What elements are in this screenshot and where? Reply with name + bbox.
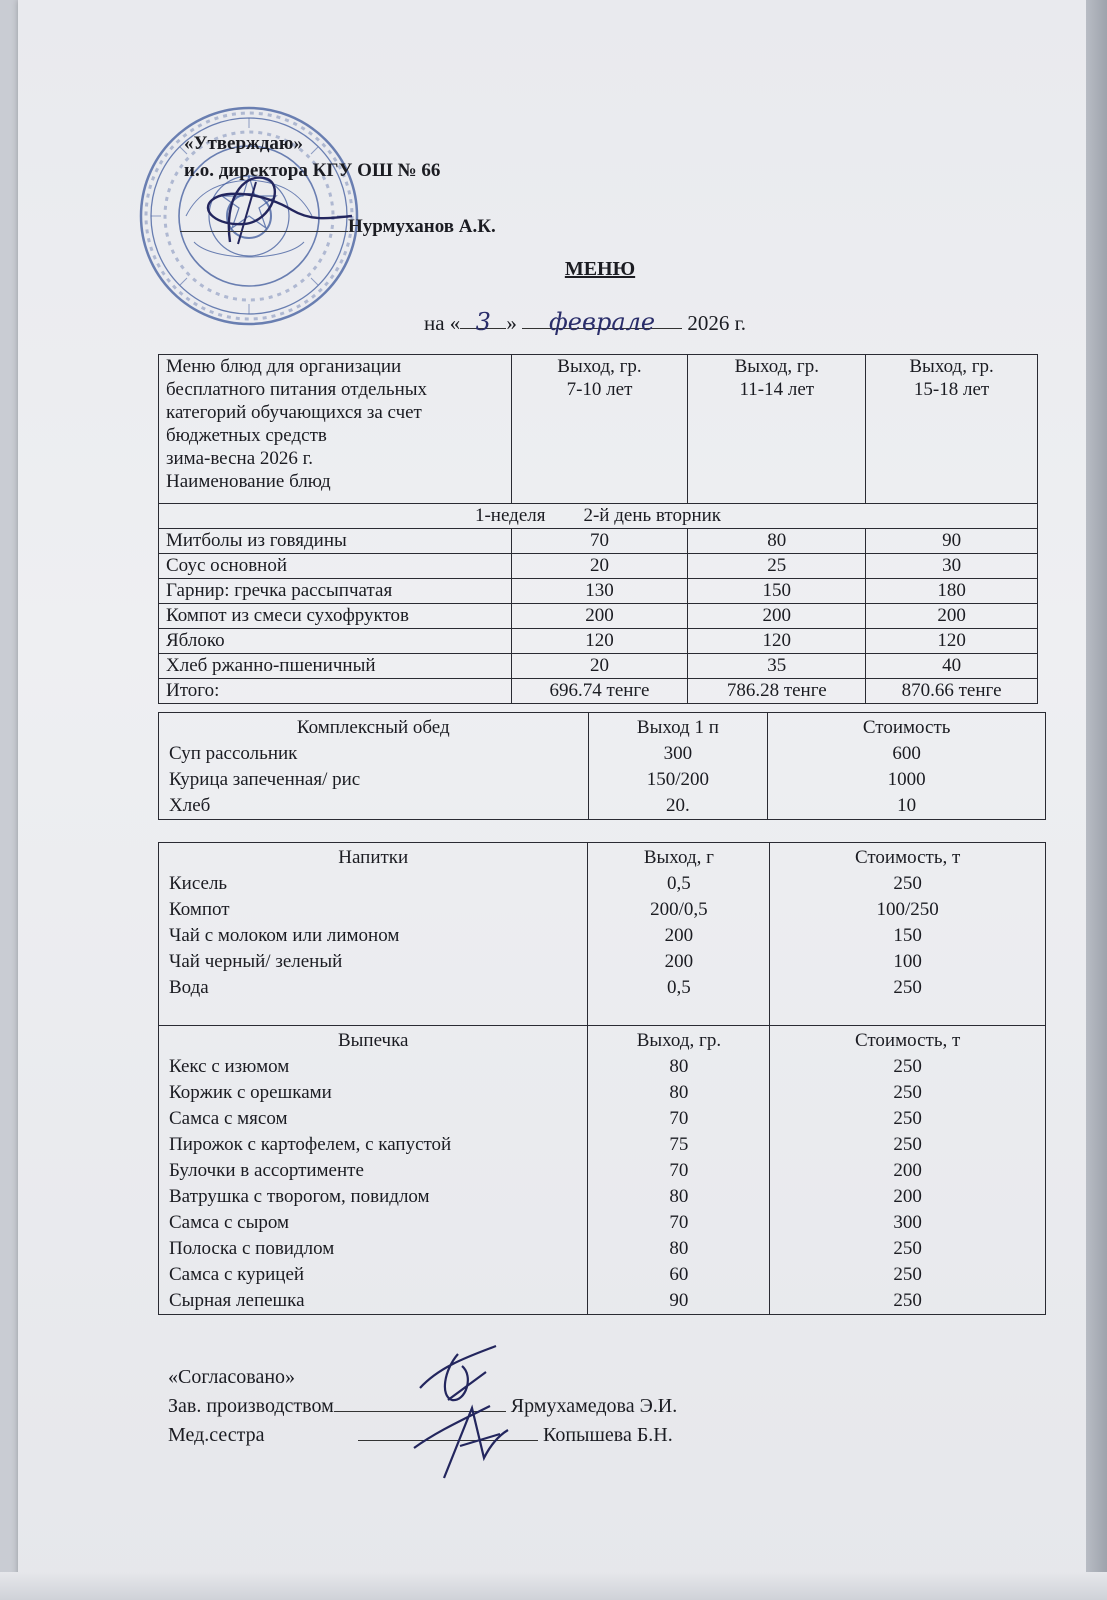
dish-name: Митболы из говядины — [159, 529, 512, 554]
production-name: Ярмухамедова Э.И. — [510, 1395, 678, 1417]
drinks-row — [159, 843, 1046, 1026]
yield-cell: 80 — [669, 1186, 689, 1207]
approval-position: и.о. директора КГУ ОШ № 66 — [184, 160, 441, 181]
footer-signatures — [400, 1336, 530, 1486]
price-header: Стоимость, т — [854, 1030, 961, 1051]
price-cell: 200 — [893, 1160, 922, 1181]
list-item: Суп рассольник — [169, 743, 298, 764]
list-item: Чай черный/ зеленый — [169, 951, 343, 972]
dish-name: Гарнир: гречка рассыпчатая — [159, 579, 512, 604]
drinks-prices — [770, 843, 1046, 1026]
bakery-yields — [588, 1026, 770, 1315]
yield-15-18-header — [866, 355, 1038, 504]
agreed-label: «Согласовано» — [168, 1366, 296, 1388]
yield-cell: 300 — [663, 743, 693, 764]
yield-cell: 80 — [669, 1056, 689, 1077]
yield-cell: 120 — [866, 629, 1038, 654]
page-edge — [1086, 0, 1107, 1600]
price-cell: 10 — [897, 795, 917, 816]
table-row — [159, 529, 1038, 554]
yield-cell: 80 — [669, 1082, 689, 1103]
table-row — [159, 604, 1038, 629]
week-row — [159, 504, 1038, 529]
header-line: бюджетных средств — [166, 425, 327, 446]
menu-date — [424, 308, 746, 336]
header-line: Выход, гр. — [909, 356, 994, 377]
production-role: Зав. производством — [168, 1395, 334, 1417]
header-line: Наименование блюд — [166, 471, 331, 492]
price-cell: 300 — [893, 1212, 922, 1233]
yield-cell: 80 — [669, 1238, 689, 1259]
dish-name: Яблоко — [159, 629, 512, 654]
director-name: Нурмуханов А.К. — [348, 216, 496, 237]
yield-header: Выход, гр. — [636, 1030, 722, 1051]
date-month-field — [522, 308, 682, 336]
yield-cell: 0,5 — [667, 873, 691, 894]
page-edge — [0, 1572, 1107, 1600]
bakery-header: Выпечка — [337, 1030, 409, 1051]
drinks-yields — [588, 843, 770, 1026]
date-day: 3 — [475, 308, 491, 336]
header-line: Выход, гр. — [557, 356, 642, 377]
yield-cell: 40 — [866, 654, 1038, 679]
yield-cell: 80 — [688, 529, 866, 554]
complex-lunch-yields — [588, 713, 768, 820]
yield-cell: 200/0,5 — [650, 899, 708, 920]
list-item: Вода — [169, 977, 209, 998]
yield-cell: 60 — [669, 1264, 689, 1285]
yield-11-14-header — [688, 355, 866, 504]
bakery-prices — [770, 1026, 1046, 1315]
yield-cell: 70 — [669, 1160, 689, 1181]
yield-header: Выход, г — [643, 847, 714, 868]
bakery-items — [159, 1026, 588, 1315]
yield-cell: 150/200 — [646, 769, 710, 790]
complex-lunch-table — [158, 712, 1046, 820]
header-line: зима-весна 2026 г. — [166, 448, 314, 469]
list-item: Ватрушка с творогом, повидлом — [169, 1186, 430, 1207]
header-line: Меню блюд для организации — [166, 356, 402, 377]
date-mid: » — [506, 311, 517, 335]
total-row — [159, 679, 1038, 704]
price-cell: 100/250 — [876, 899, 939, 920]
list-item: Полоска с повидлом — [169, 1238, 335, 1259]
yield-cell: 90 — [669, 1290, 689, 1311]
menu-table-header — [159, 355, 1038, 504]
yield-header: Выход 1 п — [636, 717, 719, 738]
yield-cell: 70 — [669, 1108, 689, 1129]
price-cell: 600 — [892, 743, 921, 764]
yield-cell: 120 — [511, 629, 688, 654]
list-item: Самса с мясом — [169, 1108, 288, 1129]
price-cell: 250 — [893, 1238, 922, 1259]
yield-cell: 30 — [866, 554, 1038, 579]
complex-lunch-items — [159, 713, 589, 820]
list-item: Пирожок с картофелем, с капустой — [169, 1134, 452, 1155]
date-day-field — [460, 308, 506, 336]
price-cell: 250 — [893, 1290, 922, 1311]
list-item: Сырная лепешка — [169, 1290, 305, 1311]
price-cell: 250 — [893, 873, 922, 894]
yield-cell: 0,5 — [667, 977, 691, 998]
date-month: феврале — [549, 308, 656, 336]
dish-name-header — [159, 355, 512, 504]
yield-cell: 35 — [688, 654, 866, 679]
total-cell: 870.66 тенге — [866, 679, 1038, 704]
page-title: МЕНЮ — [564, 258, 636, 280]
price-cell: 200 — [893, 1186, 922, 1207]
nurse-role: Мед.сестра — [168, 1424, 265, 1446]
yield-cell: 180 — [866, 579, 1038, 604]
yield-cell: 20 — [511, 554, 688, 579]
header-line: 15-18 лет — [913, 379, 990, 400]
yield-cell: 25 — [688, 554, 866, 579]
list-item: Компот — [169, 899, 230, 920]
price-cell: 100 — [893, 951, 922, 972]
yield-cell: 120 — [688, 629, 866, 654]
yield-cell: 150 — [688, 579, 866, 604]
complex-lunch-row — [159, 713, 1046, 820]
dish-name: Компот из смеси сухофруктов — [159, 604, 512, 629]
drinks-header: Напитки — [338, 847, 409, 868]
price-cell: 250 — [893, 1108, 922, 1129]
yield-cell: 200 — [688, 604, 866, 629]
drinks-items — [159, 843, 588, 1026]
nurse-name: Копышева Б.Н. — [543, 1424, 673, 1446]
yield-cell: 20 — [511, 654, 688, 679]
yield-cell: 200 — [664, 951, 694, 972]
price-cell: 250 — [893, 1134, 922, 1155]
list-item: Коржик с орешками — [169, 1082, 332, 1103]
header-line: 7-10 лет — [566, 379, 633, 400]
yield-7-10-header — [511, 355, 688, 504]
week-label: 1-неделя 2-й день вторник — [159, 504, 1038, 529]
total-cell: 786.28 тенге — [688, 679, 866, 704]
price-cell: 1000 — [887, 769, 926, 790]
approval-signature-line — [180, 211, 496, 238]
list-item: Самса с курицей — [169, 1264, 305, 1285]
yield-cell: 75 — [669, 1134, 689, 1155]
date-prefix: на « — [424, 311, 461, 335]
dish-name: Соус основной — [159, 554, 512, 579]
price-header: Стоимость, т — [854, 847, 961, 868]
header-line: категорий обучающихся за счет — [166, 402, 422, 423]
bakery-row — [159, 1026, 1046, 1315]
price-cell: 250 — [893, 977, 922, 998]
yield-cell: 130 — [511, 579, 688, 604]
drinks-bakery-table — [158, 842, 1046, 1315]
price-cell: 250 — [893, 1264, 922, 1285]
signature-line — [180, 211, 348, 232]
price-cell: 150 — [893, 925, 922, 946]
header-line: бесплатного питания отдельных — [166, 379, 427, 400]
header-line: 11-14 лет — [739, 379, 815, 400]
total-label: Итого: — [159, 679, 512, 704]
price-header: Стоимость — [862, 717, 951, 738]
header-line: Выход, гр. — [734, 356, 819, 377]
yield-cell: 90 — [866, 529, 1038, 554]
list-item: Самса с сыром — [169, 1212, 290, 1233]
menu-table — [158, 354, 1038, 704]
list-item: Кисель — [169, 873, 228, 894]
yield-cell: 200 — [866, 604, 1038, 629]
list-item: Курица запеченная/ рис — [169, 769, 361, 790]
table-row — [159, 554, 1038, 579]
table-row — [159, 629, 1038, 654]
yield-cell: 200 — [511, 604, 688, 629]
yield-cell: 70 — [511, 529, 688, 554]
price-cell: 250 — [893, 1056, 922, 1077]
table-row — [159, 579, 1038, 604]
total-cell: 696.74 тенге — [511, 679, 688, 704]
list-item: Кекс с изюмом — [169, 1056, 290, 1077]
date-year: 2026 г. — [687, 311, 747, 335]
price-cell: 250 — [893, 1082, 922, 1103]
dish-name: Хлеб ржанно-пшеничный — [159, 654, 512, 679]
yield-cell: 70 — [669, 1212, 689, 1233]
yield-cell: 200 — [664, 925, 694, 946]
list-item: Булочки в ассортименте — [169, 1160, 364, 1181]
complex-lunch-header: Комплексный обед — [296, 717, 450, 738]
list-item: Чай с молоком или лимоном — [169, 925, 400, 946]
approval-label: «Утверждаю» — [184, 133, 303, 154]
complex-lunch-prices — [768, 713, 1046, 820]
table-row — [159, 654, 1038, 679]
list-item: Хлеб — [169, 795, 211, 816]
yield-cell: 20. — [666, 795, 690, 816]
